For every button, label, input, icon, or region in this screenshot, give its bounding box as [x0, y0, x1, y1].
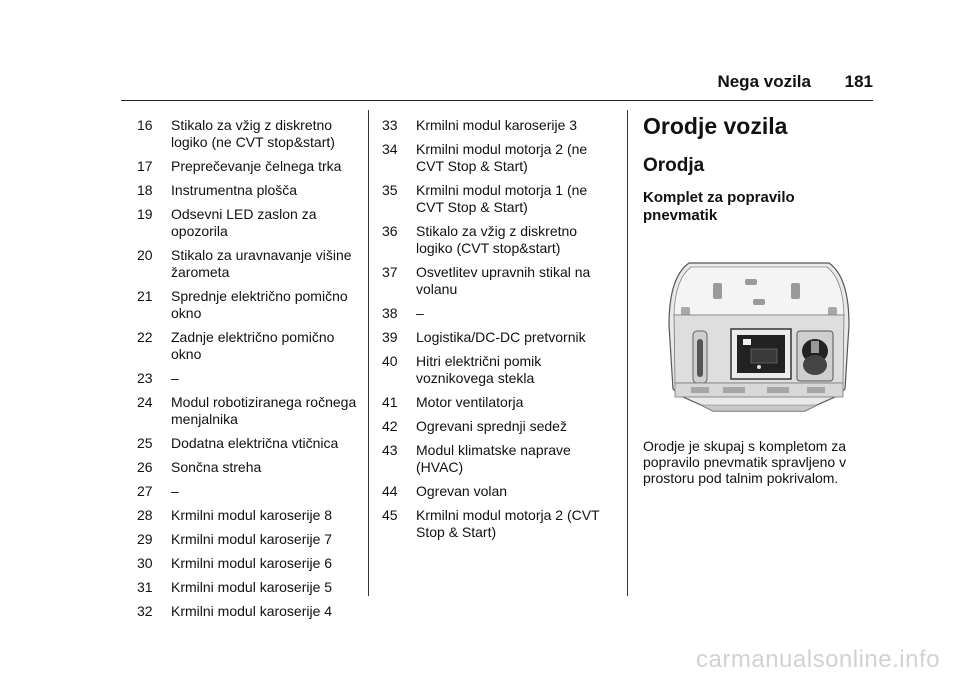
item-text: –: [171, 483, 179, 499]
item-text: Krmilni modul karoserije 6: [171, 555, 333, 571]
item-text: Krmilni modul karoserije 5: [171, 579, 333, 595]
item-text: Osvetlitev upravnih stikal na volanu: [416, 264, 591, 297]
item-text: Hitri električni pomik voznikovega stekla: [416, 353, 542, 386]
item-number: 42: [382, 418, 398, 434]
fuse-list-column-2: [382, 117, 617, 548]
column-divider: [368, 110, 369, 596]
item-text: Modul klimatske naprave (HVAC): [416, 442, 571, 475]
list-item: [382, 117, 617, 134]
item-number: 36: [382, 223, 398, 239]
item-number: 16: [137, 117, 153, 133]
item-text: Sprednje električno pomično okno: [171, 288, 348, 321]
item-text: Ogrevan volan: [416, 483, 508, 499]
item-number: 43: [382, 442, 398, 458]
item-text: Krmilni modul karoserije 7: [171, 531, 333, 547]
list-item: [137, 555, 362, 572]
item-text: Preprečevanje čelnega trka: [171, 158, 342, 174]
list-item: [382, 507, 617, 541]
item-text: Dodatna električna vtičnica: [171, 435, 339, 451]
item-text: Krmilni modul motorja 2 (ne CVT Stop & Start): [416, 141, 588, 174]
list-item: [137, 394, 362, 428]
item-number: 34: [382, 141, 398, 157]
item-number: 32: [137, 603, 153, 619]
item-text: –: [171, 370, 179, 386]
item-number: 17: [137, 158, 153, 174]
item-text: Motor ventilatorja: [416, 394, 524, 410]
section-heading: Orodja: [643, 155, 705, 176]
item-number: 30: [137, 555, 153, 571]
list-item: [137, 435, 362, 452]
item-number: 38: [382, 305, 398, 321]
list-item: [137, 459, 362, 476]
item-text: Stikalo za uravnavanje višine žarometa: [171, 247, 352, 280]
list-item: [137, 329, 362, 363]
list-item: [382, 418, 617, 435]
item-number: 25: [137, 435, 153, 451]
item-text: Krmilni modul motorja 1 (ne CVT Stop & Start): [416, 182, 588, 215]
list-item: [137, 206, 362, 240]
list-item: [137, 579, 362, 596]
list-item: [137, 182, 362, 199]
list-item: [137, 247, 362, 281]
item-number: 35: [382, 182, 398, 198]
section-title: Nega vozila: [717, 72, 811, 91]
watermark: carmanualsonline.info: [696, 646, 940, 673]
item-number: 28: [137, 507, 153, 523]
item-text: Odsevni LED zaslon za opozorila: [171, 206, 317, 239]
list-item: [137, 370, 362, 387]
list-item: [382, 442, 617, 476]
list-item: [137, 117, 362, 151]
item-number: 41: [382, 394, 398, 410]
item-text: Krmilni modul motorja 2 (CVT Stop & Start): [416, 507, 600, 540]
item-text: Krmilni modul karoserije 4: [171, 603, 333, 619]
fuse-list-column-1: [137, 117, 362, 627]
list-item: [382, 305, 617, 322]
page-header: [121, 64, 873, 101]
item-number: 31: [137, 579, 153, 595]
item-number: 24: [137, 394, 153, 410]
list-item: [382, 182, 617, 216]
item-number: 39: [382, 329, 398, 345]
item-text: –: [416, 305, 424, 321]
list-item: [137, 158, 362, 175]
item-text: Ogrevani sprednji sedež: [416, 418, 567, 434]
list-item: [382, 264, 617, 298]
list-item: [137, 531, 362, 548]
list-item: [137, 507, 362, 524]
item-text: Logistika/DC-DC pretvornik: [416, 329, 586, 345]
list-item: [137, 288, 362, 322]
item-number: 23: [137, 370, 153, 386]
list-item: [137, 483, 362, 500]
page-number: 181: [844, 72, 873, 91]
tools-column: [643, 113, 883, 486]
list-item: [382, 483, 617, 500]
tyre-repair-kit-figure: [667, 255, 851, 417]
item-text: Zadnje električno pomično okno: [171, 329, 335, 362]
item-text: Krmilni modul karoserije 3: [416, 117, 578, 133]
kit-description: Orodje je skupaj s kompletom za popravilo pnevmatik spravljeno v prostoru pod talnim pokrivalom.: [643, 438, 847, 486]
subsection-heading: Komplet za popravilo pnevmatik: [643, 189, 795, 224]
item-number: 21: [137, 288, 153, 304]
item-number: 37: [382, 264, 398, 280]
item-text: Stikalo za vžig z diskretno logiko (ne CVT stop&start): [171, 117, 335, 150]
item-number: 22: [137, 329, 153, 345]
item-number: 44: [382, 483, 398, 499]
list-item: [382, 223, 617, 257]
list-item: [382, 394, 617, 411]
list-item: [382, 329, 617, 346]
chapter-heading: Orodje vozila: [643, 113, 788, 139]
item-number: 18: [137, 182, 153, 198]
item-number: 27: [137, 483, 153, 499]
list-item: [137, 603, 362, 620]
item-number: 20: [137, 247, 153, 263]
column-divider: [627, 110, 628, 596]
item-text: Stikalo za vžig z diskretno logiko (CVT stop&start): [416, 223, 578, 256]
item-text: Instrumentna plošča: [171, 182, 298, 198]
item-number: 29: [137, 531, 153, 547]
list-item: [382, 141, 617, 175]
item-text: Modul robotiziranega ročnega menjalnika: [171, 394, 357, 427]
item-number: 19: [137, 206, 153, 222]
item-number: 26: [137, 459, 153, 475]
item-text: Sončna streha: [171, 459, 262, 475]
item-text: Krmilni modul karoserije 8: [171, 507, 333, 523]
list-item: [382, 353, 617, 387]
item-number: 33: [382, 117, 398, 133]
item-number: 40: [382, 353, 398, 369]
item-number: 45: [382, 507, 398, 523]
